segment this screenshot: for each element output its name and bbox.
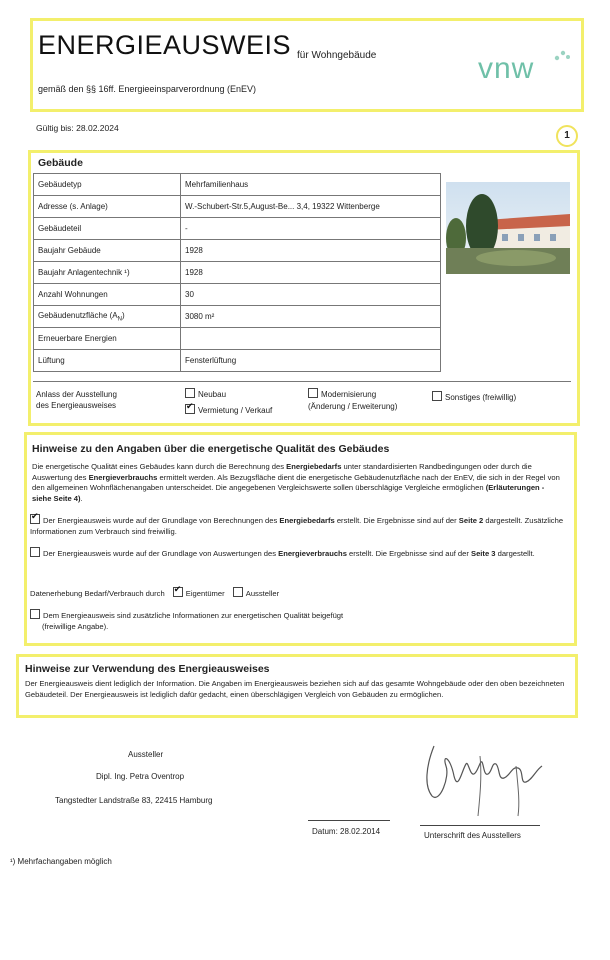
p1-bold-erlaeuterungen: (Erläuterungen - siehe Seite 4) [32,483,545,503]
option-eigentuemer[interactable] [173,589,225,598]
row-value: 1928 [181,262,441,284]
row-label: Anzahl Wohnungen [34,284,181,306]
building-heading: Gebäude [38,157,83,169]
opt1-bold-seite2: Seite 2 [458,516,484,525]
issuer-label: Aussteller [128,750,164,759]
table-row [34,174,441,196]
p1-text-e: ermittelt werden. Als Bezugsfläche dient die energetische Gebäudenutzfläche nach der EnEV, die sich in der Regel von den allgemeinen Wohnflächenangaben unterscheidet. Die angegebenen Vergleichswerte sollen überschlägige Vergleiche ermöglichen [32,472,560,492]
option-bedarf[interactable] [30,514,564,537]
opt3-text-a: Dem Energieausweis sind zusätzliche Informationen zur energetischen Qualität beigefügt [43,611,344,620]
table-row [34,240,441,262]
sonstiges-checkbox[interactable] [432,391,442,401]
signature-line [420,825,540,826]
p1-text-a: Die energetische Qualität eines Gebäudes kann durch die Berechnung des [32,462,287,471]
footnote: ¹) Mehrfachangaben möglich [10,857,112,866]
table-row [34,350,441,372]
p1-text-c: unter standardisierten Randbedingungen oder durch die Auswertung des [32,462,532,482]
modernisierung-checkbox[interactable] [308,388,318,398]
row-value: Fensterlüftung [181,350,441,372]
table-row [34,306,441,328]
signature [420,736,550,822]
row-label: Baujahr Gebäude [34,240,181,262]
option-vermietung[interactable] [185,404,272,415]
datenerhebung-label: Datenerhebung Bedarf/Verbrauch durch [30,589,165,598]
opt1-text-c: erstellt. Die Ergebnisse sind auf der [334,516,459,525]
vnw-logo [478,52,534,86]
row-value: 3080 m² [181,306,441,328]
opt2-text-a: Der Energieausweis wurde auf der Grundlage von Auswertungen des [43,549,279,558]
logo-accent-icon [552,46,572,64]
document-title: ENERGIEAUSWEIS [38,30,292,60]
page-number: 1 [564,130,570,141]
opt1-text-a: Der Energieausweis wurde auf der Grundlage von Berechnungen des [43,516,280,525]
option-neubau[interactable] [185,388,226,399]
opt2-text-c: erstellt. Die Ergebnisse sind auf der [346,549,472,558]
opt3-text-b: (freiwillige Angabe). [42,621,109,631]
table-row [34,284,441,306]
page-number-badge [556,125,578,147]
row-value: 30 [181,284,441,306]
aussteller-checkbox[interactable] [233,587,243,597]
building-photo [446,182,570,274]
table-row [34,262,441,284]
row-label: Gebäudetyp [34,174,181,196]
row-label: Gebäudeteil [34,218,181,240]
anlass-label [36,389,117,411]
document-title-suffix: für Wohngebäude [297,50,377,61]
bedarf-checkbox[interactable] [30,514,40,524]
row-label: Baujahr Anlagentechnik ¹) [34,262,181,284]
vermietung-checkbox[interactable] [185,404,195,414]
modernisierung-label-2: (Änderung / Erweiterung) [308,402,398,411]
opt2-text-e: dargestellt. [495,549,535,558]
aussteller-label: Aussteller [245,589,280,598]
row-label-text: Gebäudenutzfläche (A [38,310,118,320]
p1-bold-energiebedarf: Energiebedarfs [286,462,342,471]
issue-date: Datum: 28.02.2014 [312,827,381,836]
row-label: Lüftung [34,350,181,372]
table-row [34,196,441,218]
opt2-bold-a: Energieverbrauchs [278,549,347,558]
building-table [33,173,441,372]
hinweise-verwendung-heading: Hinweise zur Verwendung des Energieausweises [25,663,270,675]
option-zusatzinfo[interactable] [30,609,564,632]
eigentuemer-label: Eigentümer [185,589,225,598]
option-aussteller[interactable] [233,589,279,598]
table-row [34,218,441,240]
p1-text-g: . [80,493,83,503]
issuer-address: Tangstedter Landstraße 83, 22415 Hamburg [55,796,213,805]
row-label-subscript: N [117,316,122,323]
row-label-end: ) [121,310,125,320]
anlass-label-line2: des Energieausweises [36,401,117,410]
option-modernisierung[interactable] [308,388,397,413]
row-value: 1928 [181,240,441,262]
sonstiges-label: Sonstiges (freiwillig) [445,393,517,402]
logo-text: vnw [478,52,535,85]
table-row [34,328,441,350]
option-verbrauch[interactable] [30,547,564,560]
document-subtitle: gemäß den §§ 16ff. Energieeinsparverordnung (EnEV) [38,84,256,94]
hinweise-angaben-paragraph [32,462,564,504]
row-value: - [181,218,441,240]
opt1-bold-a: Energiebedarfs [279,516,335,525]
row-value: W.-Schubert-Str.5,August-Be... 3,4, 19322 Wittenberge [181,196,441,218]
row-value [181,328,441,350]
datenerhebung-row [30,587,279,600]
validity-date: Gültig bis: 28.02.2024 [36,123,119,133]
option-sonstiges[interactable] [432,391,516,402]
building-photo-image [446,182,570,274]
row-label [34,306,181,328]
anlass-label-line1: Anlass der Ausstellung [36,390,117,399]
hinweise-verwendung-text: Der Energieausweis dient lediglich der Information. Die Angaben im Energieausweis beziehen sich auf das gesamte Wohngebäude oder den oben bezeichneten Gebäudeteil. Der Energieausweis ist lediglich dafür gedacht, einen überschlägigen Vergleich von Gebäuden zu ermöglichen. [25,679,565,699]
signature-scribble [420,736,550,822]
neubau-label: Neubau [198,390,227,399]
p1-bold-energieverbrauch: Energieverbrauchs [88,472,158,482]
zusatzinfo-checkbox[interactable] [30,609,40,619]
issuer-name: Dipl. Ing. Petra Oventrop [96,772,185,781]
opt1-text-e: dargestellt. Zusätzliche Informationen zum Verbrauch sind freiwillig. [30,516,564,536]
eigentuemer-checkbox[interactable] [173,587,183,597]
row-value: Mehrfamilienhaus [181,174,441,196]
hinweise-angaben-heading: Hinweise zu den Angaben über die energetische Qualität des Gebäudes [32,443,390,455]
verbrauch-checkbox[interactable] [30,547,40,557]
row-label: Adresse (s. Anlage) [34,196,181,218]
neubau-checkbox[interactable] [185,388,195,398]
modernisierung-label: Modernisierung [321,390,377,399]
date-line [308,820,390,821]
opt2-bold-seite3: Seite 3 [471,549,496,558]
signature-label: Unterschrift des Ausstellers [424,831,521,840]
vermietung-label: Vermietung / Verkauf [198,406,273,415]
row-label: Erneuerbare Energien [34,328,181,350]
